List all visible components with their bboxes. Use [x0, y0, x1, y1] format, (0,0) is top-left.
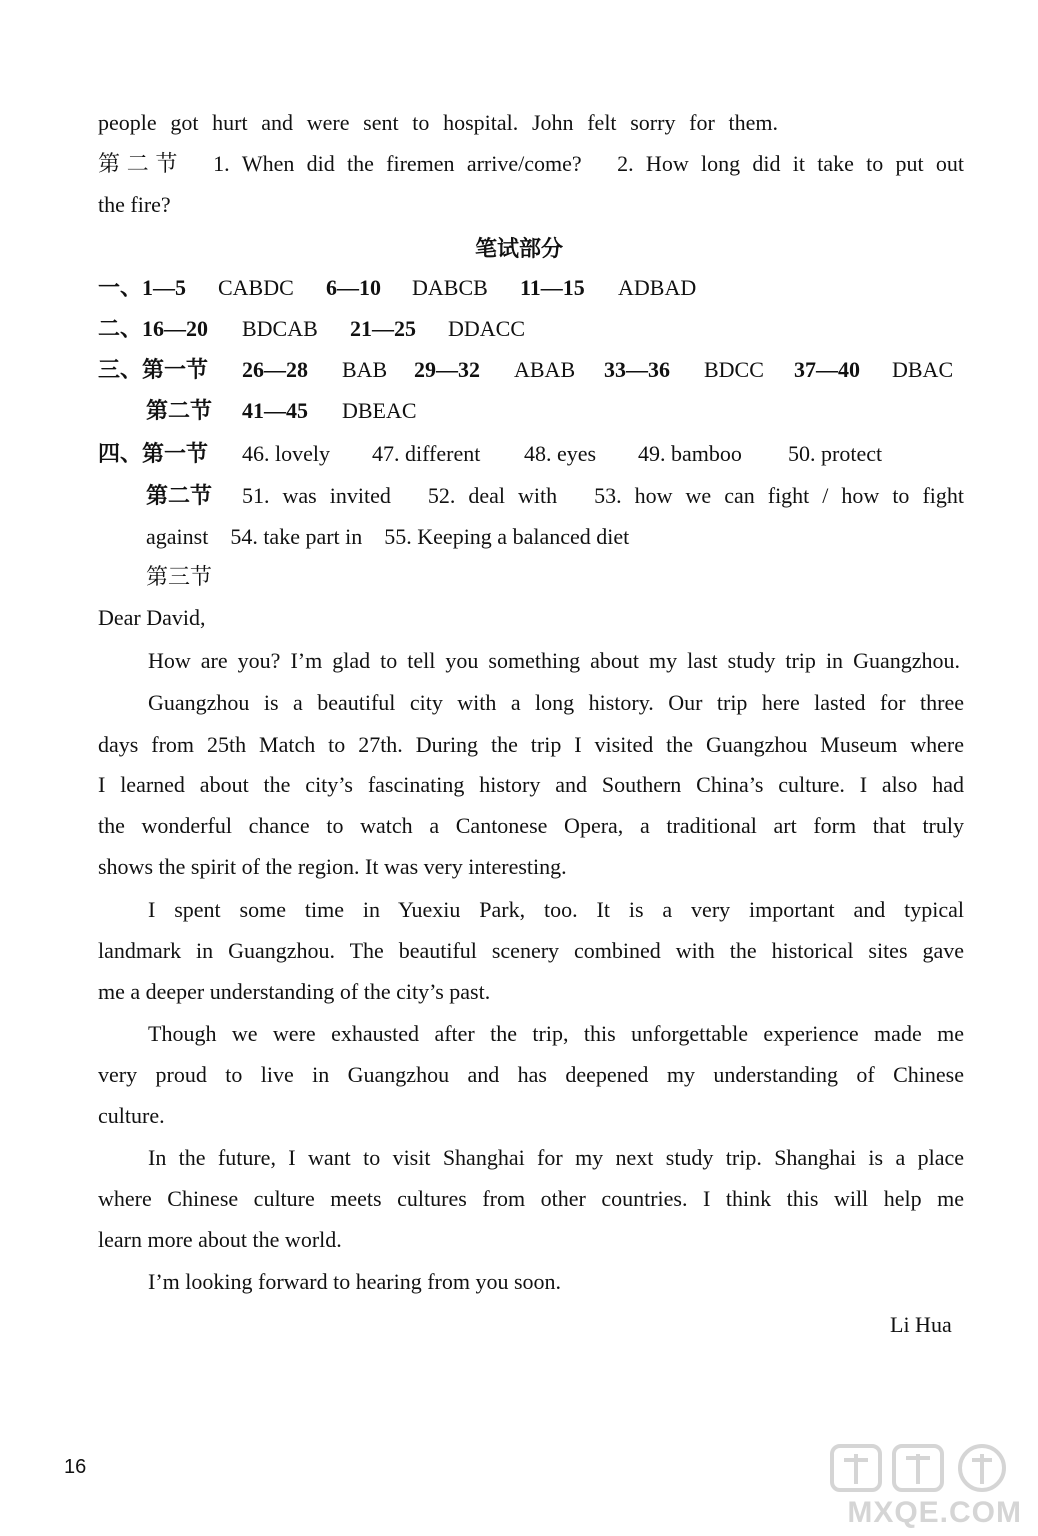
watermark [824, 1440, 1028, 1530]
answers-four-1-item: 47. different [372, 441, 481, 466]
answers-four-2-label: 第二节 [146, 483, 213, 508]
answers-three-1-r3: 33—36 [604, 357, 670, 382]
answers-three-2-a1: DBEAC [342, 398, 417, 423]
answers-two-r2: 21—25 [350, 316, 416, 341]
answers-three-2-label: 第二节 [146, 398, 213, 423]
intro-line-3: the fire? [98, 192, 171, 217]
answers-four-2-line-1: 51. was invited 52. deal with 53. how we can fight / how to fight [242, 483, 964, 508]
answers-three-1-a2: ABAB [514, 357, 576, 382]
answers-four-1-item: 48. eyes [524, 441, 597, 466]
intro-line-2: 第二节 1. When did the firemen arrive/come? 2. How long did it take to put out [98, 151, 964, 176]
answers-one-a3: ADBAD [618, 275, 697, 300]
letter-line: I spent some time in Yuexiu Park, too. It is a very important and typical [148, 897, 964, 922]
answers-four-2-line-2: against 54. take part in 55. Keeping a balanced diet [146, 524, 630, 549]
answers-three-1-r1: 26—28 [242, 357, 308, 382]
page-number: 16 [64, 1456, 87, 1478]
letter-line: learn more about the world. [98, 1227, 342, 1252]
answers-three-2-r1: 41—45 [242, 398, 308, 423]
letter-line: landmark in Guangzhou. The beautiful scenery combined with the historical sites gave [98, 938, 964, 963]
answers-two-a1: BDCAB [242, 316, 318, 341]
letter-line: In the future, I want to visit Shanghai for my next study trip. Shanghai is a place [148, 1145, 964, 1170]
answers-three-1-label: 三、第一节 [98, 357, 209, 382]
answers-one-a2: DABCB [412, 275, 488, 300]
answers-two-a2: DDACC [448, 316, 526, 341]
letter-signature: Li Hua [890, 1312, 952, 1337]
intro-line-1: people got hurt and were sent to hospital. John felt sorry for them. [98, 110, 778, 135]
answers-four-1-item: 46. lovely [242, 441, 330, 466]
answers-one-label: 一、1—5 [98, 275, 187, 300]
answers-three-1-a1: BAB [342, 357, 388, 382]
answers-three-1-r4: 37—40 [794, 357, 860, 382]
answers-four-3-label: 第三节 [146, 564, 213, 589]
letter-greeting: Dear David, [98, 605, 206, 630]
answers-four-1-item: 49. bamboo [638, 441, 742, 466]
letter-line: me a deeper understanding of the city’s past. [98, 979, 491, 1004]
letter-line: culture. [98, 1103, 165, 1128]
letter-line: where Chinese culture meets cultures from other countries. I think this will help me [98, 1186, 964, 1211]
letter-line: shows the spirit of the region. It was very interesting. [98, 854, 567, 879]
letter-line: I’m looking forward to hearing from you soon. [148, 1269, 562, 1294]
watermark-logo-icon [824, 1440, 1028, 1500]
letter-line: Though we were exhausted after the trip, this unforgettable experience made me [148, 1021, 964, 1046]
answers-four-1-label: 四、第一节 [98, 441, 209, 466]
letter-line: very proud to live in Guangzhou and has deepened my understanding of Chinese [98, 1062, 964, 1087]
watermark-text: MXQE.COM [847, 1496, 1022, 1529]
answers-one-a1: CABDC [218, 275, 294, 300]
answers-three-1-a3: BDCC [704, 357, 764, 382]
section-title: 笔试部分 [474, 237, 563, 262]
letter-line: How are you? I’m glad to tell you something about my last study trip in Guangzhou. [148, 648, 960, 673]
answers-three-1-r2: 29—32 [414, 357, 480, 382]
answers-two-label: 二、16—20 [98, 316, 209, 341]
answers-four-1-item: 50. protect [788, 441, 883, 466]
letter-line: the wonderful chance to watch a Cantonese Opera, a traditional art form that truly [98, 813, 964, 838]
letter-line: I learned about the city’s fascinating history and Southern China’s culture. I also had [98, 772, 964, 797]
answers-three-1-a4: DBAC [892, 357, 954, 382]
answers-one-r3: 11—15 [520, 275, 585, 300]
letter-line: Guangzhou is a beautiful city with a long history. Our trip here lasted for three [148, 690, 964, 715]
letter-line: days from 25th Match to 27th. During the trip I visited the Guangzhou Museum where [98, 732, 964, 757]
answers-one-r2: 6—10 [326, 275, 381, 300]
